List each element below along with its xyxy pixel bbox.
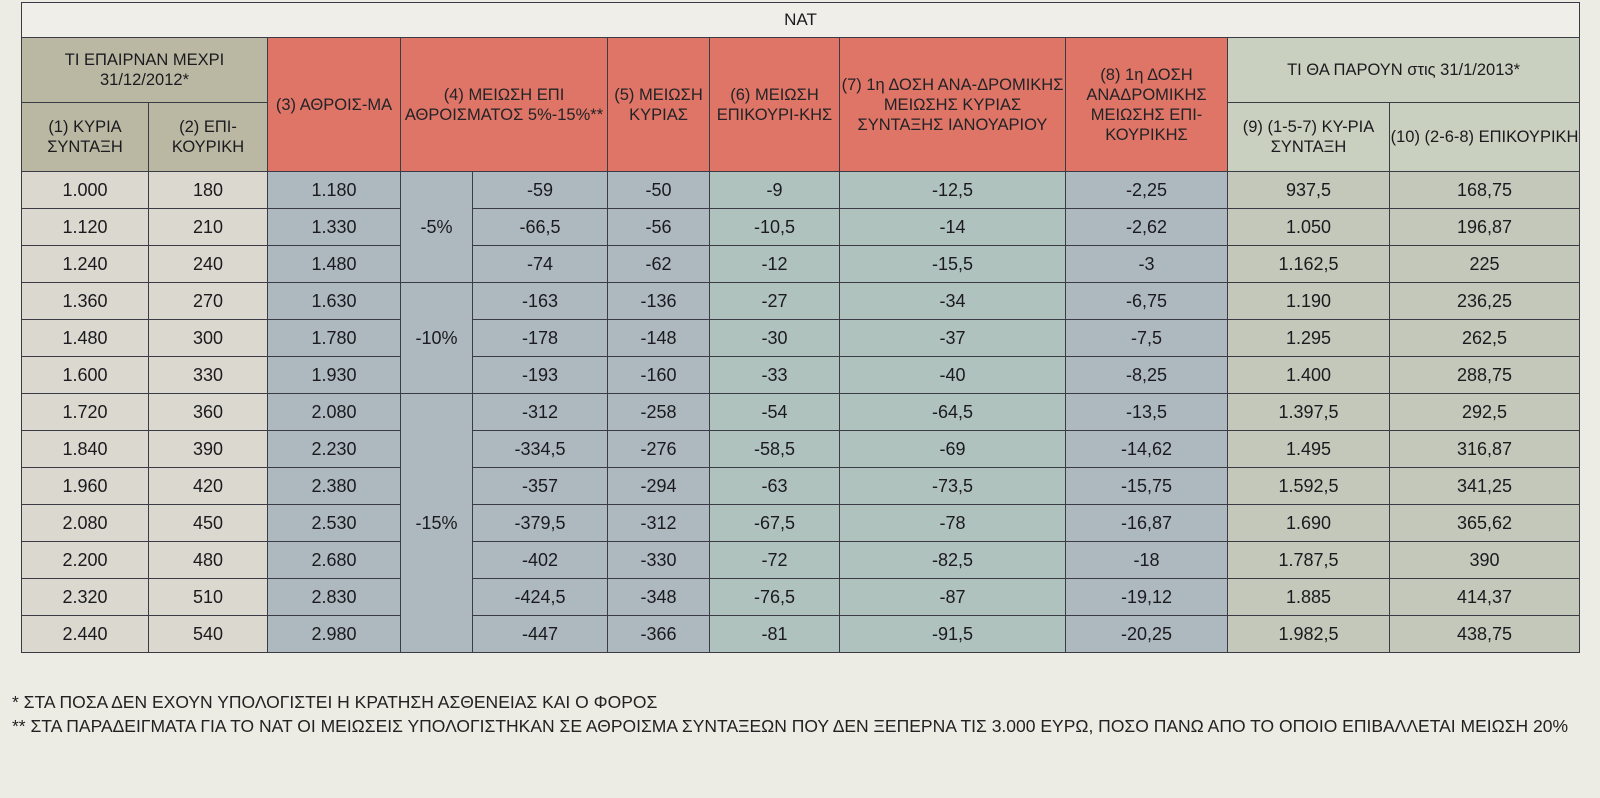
table-row [22, 468, 1580, 505]
cell-main-pension: 2.440 [22, 616, 149, 653]
cell-sum: 2.380 [268, 468, 401, 505]
cell-reduction-on-sum: -312 [473, 394, 608, 431]
table-row [22, 394, 1580, 431]
cell-supplementary: 330 [149, 357, 268, 394]
cell-retro-supplementary: -2,25 [1066, 172, 1228, 209]
cell-reduction-main: -312 [608, 505, 710, 542]
cell-supplementary: 420 [149, 468, 268, 505]
header-col6: (6) ΜΕΙΩΣΗ ΕΠΙΚΟΥΡΙ-ΚΗΣ [710, 38, 840, 172]
cell-reduction-main: -276 [608, 431, 710, 468]
cell-sum: 2.530 [268, 505, 401, 542]
table-row [22, 431, 1580, 468]
cell-reduction-percent: -15% [401, 394, 473, 653]
cell-main-pension: 2.200 [22, 542, 149, 579]
cell-new-supplementary: 414,37 [1390, 579, 1580, 616]
cell-retro-supplementary: -2,62 [1066, 209, 1228, 246]
footnotes [12, 690, 1592, 738]
cell-new-main: 1.495 [1228, 431, 1390, 468]
cell-supplementary: 480 [149, 542, 268, 579]
cell-retro-supplementary: -18 [1066, 542, 1228, 579]
cell-sum: 1.480 [268, 246, 401, 283]
cell-retro-main: -14 [840, 209, 1066, 246]
cell-retro-supplementary: -14,62 [1066, 431, 1228, 468]
cell-reduction-supplementary: -67,5 [710, 505, 840, 542]
cell-retro-supplementary: -20,25 [1066, 616, 1228, 653]
header-col9: (9) (1-5-7) ΚΥ-ΡΙΑ ΣΥΝΤΑΞΗ [1228, 103, 1390, 172]
cell-supplementary: 180 [149, 172, 268, 209]
cell-new-main: 1.400 [1228, 357, 1390, 394]
cell-main-pension: 1.720 [22, 394, 149, 431]
cell-reduction-supplementary: -54 [710, 394, 840, 431]
cell-supplementary: 390 [149, 431, 268, 468]
cell-new-main: 937,5 [1228, 172, 1390, 209]
cell-main-pension: 1.840 [22, 431, 149, 468]
cell-new-supplementary: 365,62 [1390, 505, 1580, 542]
cell-new-main: 1.690 [1228, 505, 1390, 542]
cell-supplementary: 270 [149, 283, 268, 320]
cell-supplementary: 450 [149, 505, 268, 542]
table-row [22, 320, 1580, 357]
table-row [22, 542, 1580, 579]
cell-reduction-main: -330 [608, 542, 710, 579]
cell-main-pension: 1.360 [22, 283, 149, 320]
cell-main-pension: 2.080 [22, 505, 149, 542]
header-col8: (8) 1η ΔΟΣΗ ΑΝΑΔΡΟΜΙΚΗΣ ΜΕΙΩΣΗΣ ΕΠΙ-ΚΟΥΡΙΚΗΣ [1066, 38, 1228, 172]
cell-retro-main: -15,5 [840, 246, 1066, 283]
cell-supplementary: 300 [149, 320, 268, 357]
cell-reduction-percent: -10% [401, 283, 473, 394]
cell-supplementary: 510 [149, 579, 268, 616]
cell-reduction-main: -136 [608, 283, 710, 320]
cell-supplementary: 360 [149, 394, 268, 431]
cell-reduction-supplementary: -58,5 [710, 431, 840, 468]
table-row [22, 172, 1580, 209]
cell-reduction-main: -258 [608, 394, 710, 431]
cell-main-pension: 1.240 [22, 246, 149, 283]
cell-retro-supplementary: -7,5 [1066, 320, 1228, 357]
table-title: NAT [22, 3, 1580, 38]
cell-retro-main: -69 [840, 431, 1066, 468]
cell-supplementary: 240 [149, 246, 268, 283]
cell-retro-main: -40 [840, 357, 1066, 394]
cell-main-pension: 1.480 [22, 320, 149, 357]
cell-new-supplementary: 196,87 [1390, 209, 1580, 246]
cell-reduction-supplementary: -76,5 [710, 579, 840, 616]
cell-reduction-on-sum: -59 [473, 172, 608, 209]
cell-reduction-percent: -5% [401, 172, 473, 283]
cell-reduction-supplementary: -81 [710, 616, 840, 653]
cell-reduction-supplementary: -12 [710, 246, 840, 283]
cell-reduction-supplementary: -30 [710, 320, 840, 357]
cell-retro-main: -87 [840, 579, 1066, 616]
table-row [22, 505, 1580, 542]
cell-reduction-main: -148 [608, 320, 710, 357]
cell-reduction-supplementary: -10,5 [710, 209, 840, 246]
cell-supplementary: 210 [149, 209, 268, 246]
cell-reduction-main: -62 [608, 246, 710, 283]
header-col10: (10) (2-6-8) ΕΠΙΚΟΥΡΙΚΗ [1390, 103, 1580, 172]
cell-main-pension: 1.960 [22, 468, 149, 505]
cell-reduction-supplementary: -27 [710, 283, 840, 320]
cell-retro-supplementary: -6,75 [1066, 283, 1228, 320]
cell-reduction-on-sum: -334,5 [473, 431, 608, 468]
cell-retro-main: -78 [840, 505, 1066, 542]
cell-reduction-main: -160 [608, 357, 710, 394]
cell-retro-supplementary: -3 [1066, 246, 1228, 283]
cell-reduction-main: -294 [608, 468, 710, 505]
cell-reduction-main: -366 [608, 616, 710, 653]
cell-reduction-on-sum: -402 [473, 542, 608, 579]
cell-new-main: 1.592,5 [1228, 468, 1390, 505]
cell-retro-main: -64,5 [840, 394, 1066, 431]
cell-new-main: 1.050 [1228, 209, 1390, 246]
cell-new-supplementary: 262,5 [1390, 320, 1580, 357]
cell-sum: 2.230 [268, 431, 401, 468]
cell-retro-main: -34 [840, 283, 1066, 320]
cell-retro-supplementary: -13,5 [1066, 394, 1228, 431]
cell-retro-main: -12,5 [840, 172, 1066, 209]
cell-retro-main: -37 [840, 320, 1066, 357]
cell-main-pension: 1.120 [22, 209, 149, 246]
cell-new-main: 1.982,5 [1228, 616, 1390, 653]
header-col3: (3) ΑΘΡΟΙΣ-ΜΑ [268, 38, 401, 172]
cell-reduction-on-sum: -447 [473, 616, 608, 653]
cell-reduction-supplementary: -33 [710, 357, 840, 394]
header-col7: (7) 1η ΔΟΣΗ ΑΝΑ-ΔΡΟΜΙΚΗΣ ΜΕΙΩΣΗΣ ΚΥΡΙΑΣ ΣΥΝΤΑΞΗΣ ΙΑΝΟΥΑΡΙΟΥ [840, 38, 1066, 172]
cell-retro-main: -73,5 [840, 468, 1066, 505]
cell-new-supplementary: 225 [1390, 246, 1580, 283]
header-col2: (2) ΕΠΙ-ΚΟΥΡΙΚΗ [149, 103, 268, 172]
cell-new-supplementary: 438,75 [1390, 616, 1580, 653]
cell-sum: 2.980 [268, 616, 401, 653]
cell-sum: 1.330 [268, 209, 401, 246]
cell-retro-supplementary: -19,12 [1066, 579, 1228, 616]
cell-sum: 2.080 [268, 394, 401, 431]
cell-new-supplementary: 316,87 [1390, 431, 1580, 468]
table-row [22, 616, 1580, 653]
table-row [22, 283, 1580, 320]
cell-reduction-on-sum: -178 [473, 320, 608, 357]
cell-supplementary: 540 [149, 616, 268, 653]
cell-sum: 1.930 [268, 357, 401, 394]
cell-new-supplementary: 390 [1390, 542, 1580, 579]
cell-reduction-on-sum: -163 [473, 283, 608, 320]
cell-new-main: 1.397,5 [1228, 394, 1390, 431]
pension-table [21, 2, 1580, 653]
footnote-2: ** ΣΤΑ ΠΑΡΑΔΕΙΓΜΑΤΑ ΓΙΑ ΤΟ ΝΑΤ ΟΙ ΜΕΙΩΣΕΙΣ ΥΠΟΛΟΓΙΣΤΗΚΑΝ ΣΕ ΑΘΡΟΙΣΜΑ ΣΥΝΤΑΞΕΩΝ ΠΟΥ ΔΕΝ ΞΕΠΕΡΝΑ ΤΙΣ 3.000 ΕΥΡΩ, ΠΟΣΟ ΠΑΝΩ ΑΠΟ ΤΟ ΟΠΟΙΟ ΕΠΙΒΑΛΛΕΤΑΙ ΜΕΙΩΣΗ 20% [12, 716, 1569, 736]
cell-sum: 2.680 [268, 542, 401, 579]
header-col1: (1) ΚΥΡΙΑ ΣΥΝΤΑΞΗ [22, 103, 149, 172]
cell-sum: 1.180 [268, 172, 401, 209]
cell-new-main: 1.885 [1228, 579, 1390, 616]
cell-sum: 2.830 [268, 579, 401, 616]
cell-new-supplementary: 236,25 [1390, 283, 1580, 320]
cell-reduction-main: -50 [608, 172, 710, 209]
cell-reduction-on-sum: -357 [473, 468, 608, 505]
cell-retro-main: -82,5 [840, 542, 1066, 579]
cell-new-supplementary: 292,5 [1390, 394, 1580, 431]
cell-retro-supplementary: -16,87 [1066, 505, 1228, 542]
cell-new-supplementary: 341,25 [1390, 468, 1580, 505]
header-col5: (5) ΜΕΙΩΣΗ ΚΥΡΙΑΣ [608, 38, 710, 172]
cell-retro-main: -91,5 [840, 616, 1066, 653]
cell-reduction-on-sum: -193 [473, 357, 608, 394]
cell-new-main: 1.162,5 [1228, 246, 1390, 283]
cell-sum: 1.780 [268, 320, 401, 357]
cell-reduction-on-sum: -66,5 [473, 209, 608, 246]
cell-reduction-on-sum: -379,5 [473, 505, 608, 542]
cell-main-pension: 1.600 [22, 357, 149, 394]
table-row [22, 357, 1580, 394]
cell-reduction-on-sum: -424,5 [473, 579, 608, 616]
header-left-group: ΤΙ ΕΠΑΙΡΝΑΝ ΜΕΧΡΙ 31/12/2012* [22, 38, 268, 103]
cell-reduction-main: -56 [608, 209, 710, 246]
table-row [22, 246, 1580, 283]
cell-new-supplementary: 168,75 [1390, 172, 1580, 209]
cell-new-main: 1.787,5 [1228, 542, 1390, 579]
header-col4: (4) ΜΕΙΩΣΗ ΕΠΙ ΑΘΡΟΙΣΜΑΤΟΣ 5%-15%** [401, 38, 608, 172]
cell-main-pension: 1.000 [22, 172, 149, 209]
cell-new-main: 1.190 [1228, 283, 1390, 320]
cell-reduction-supplementary: -9 [710, 172, 840, 209]
cell-main-pension: 2.320 [22, 579, 149, 616]
cell-reduction-supplementary: -63 [710, 468, 840, 505]
cell-new-supplementary: 288,75 [1390, 357, 1580, 394]
cell-reduction-on-sum: -74 [473, 246, 608, 283]
cell-sum: 1.630 [268, 283, 401, 320]
cell-retro-supplementary: -15,75 [1066, 468, 1228, 505]
header-right-group: ΤΙ ΘΑ ΠΑΡΟΥΝ στις 31/1/2013* [1228, 38, 1580, 103]
cell-reduction-main: -348 [608, 579, 710, 616]
footnote-1: * ΣΤΑ ΠΟΣΑ ΔΕΝ ΕΧΟΥΝ ΥΠΟΛΟΓΙΣΤΕΙ Η ΚΡΑΤΗΣΗ ΑΣΘΕΝΕΙΑΣ ΚΑΙ Ο ΦΟΡΟΣ [12, 692, 658, 712]
cell-new-main: 1.295 [1228, 320, 1390, 357]
table-row [22, 209, 1580, 246]
cell-retro-supplementary: -8,25 [1066, 357, 1228, 394]
cell-reduction-supplementary: -72 [710, 542, 840, 579]
table-row [22, 579, 1580, 616]
